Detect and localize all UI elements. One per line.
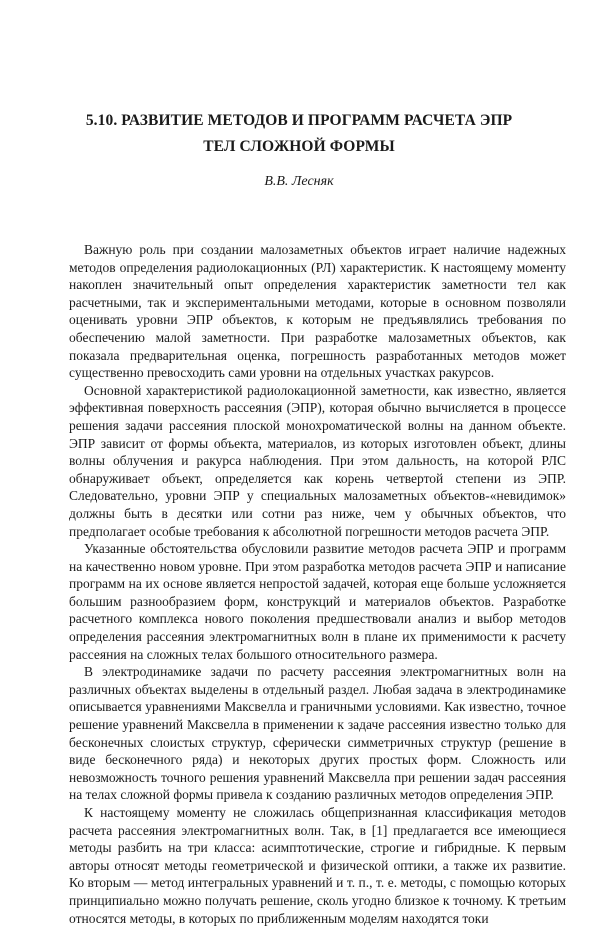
section-title-line-1: 5.10. РАЗВИТИЕ МЕТОДОВ И ПРОГРАММ РАСЧЕТА ЭПР	[85, 112, 513, 129]
body-text	[69, 241, 566, 927]
paragraph-4: В электродинамике задачи по расчету рассеяния электромагнитных волн на различных объектах выделены в отдельный раздел. Любая задача в электродинамике описывается уравнениями Максвелла и граничными условиями. Как известно, точное решение уравнений Максвелла в применении к задаче рассеяния известно только для бесконечных слоистых структур, сферически симметричных структур (решение в виде бесконечного ряда) и некоторых других простых форм. Сложность или невозможность точного решения уравнений Максвелла при решении задач рассеяния на телах сложной формы привела к созданию различных методов определения ЭПР.	[69, 664, 566, 803]
section-title-line-2: ТЕЛ СЛОЖНОЙ ФОРМЫ	[203, 138, 395, 155]
paragraph-3: Указанные обстоятельства обусловили развитие методов расчета ЭПР и программ на качественно новом уровне. При этом разработка методов расчета ЭПР и написание программ на их основе является непростой задачей, которая еще больше усложняется большим разнообразием форм, конструкций и материалов объектов. Разработке расчетного комплекса нового поколения предшествовали анализ и выбор методов определения рассеяния электромагнитных волн в плане их применимости к расчету рассеяния на сложных телах большого относительного размера.	[69, 541, 566, 662]
paragraph-5: К настоящему моменту не сложилась общепризнанная классификация методов расчета рассеяния электромагнитных волн. Так, в [1] предлагается все имеющиеся методы разбить на три класса: асимптотические, строгие и гибридные. К первым авторы относят методы геометрической и физической оптики, а также их развитие. Ко вторым — метод интегральных уравнений и т. п., т. е. методы, с помощью которых принципиально можно получать решение, сколь угодно близкое к точному. К третьим относятся методы, в которых по приближенным моделям находятся токи	[69, 805, 566, 926]
paragraph-1: Важную роль при создании малозаметных объектов играет наличие надежных методов определения радиолокационных (РЛ) характеристик. К настоящему моменту накоплен значительный опыт определения характеристик заметности тел как расчетными, так и экспериментальными методами, которые в основном позволяли оценивать уровни ЭПР объектов, к которым не предъявлялись требования по обеспечению малой заметности. При разработке малозаметных объектов, как показала предварительная оценка, погрешность разработанных методов может существенно превосходить сами уровни на отдельных участках ракурсов.	[69, 242, 566, 381]
author-name: В.В. Лесняк	[264, 174, 334, 189]
paragraph-2: Основной характеристикой радиолокационной заметности, как известно, является эффективная поверхность рассеяния (ЭПР), которая обычно вычисляется в процессе решения задачи рассеяния плоской монохроматической волны на данном объекте. ЭПР зависит от формы объекта, материалов, из которых изготовлен объект, длины волны облучения и ракурса наблюдения. При этом дальность, на которой РЛС обнаруживает объект, определяется как корень четвертой степени из ЭПР. Следовательно, уровни ЭПР у специальных малозаметных объектов-«невидимок» должны быть в десятки или сотни раз ниже, чем у обычных объектов, что предполагает особые требования к абсолютной погрешности методов расчета ЭПР.	[69, 382, 566, 539]
